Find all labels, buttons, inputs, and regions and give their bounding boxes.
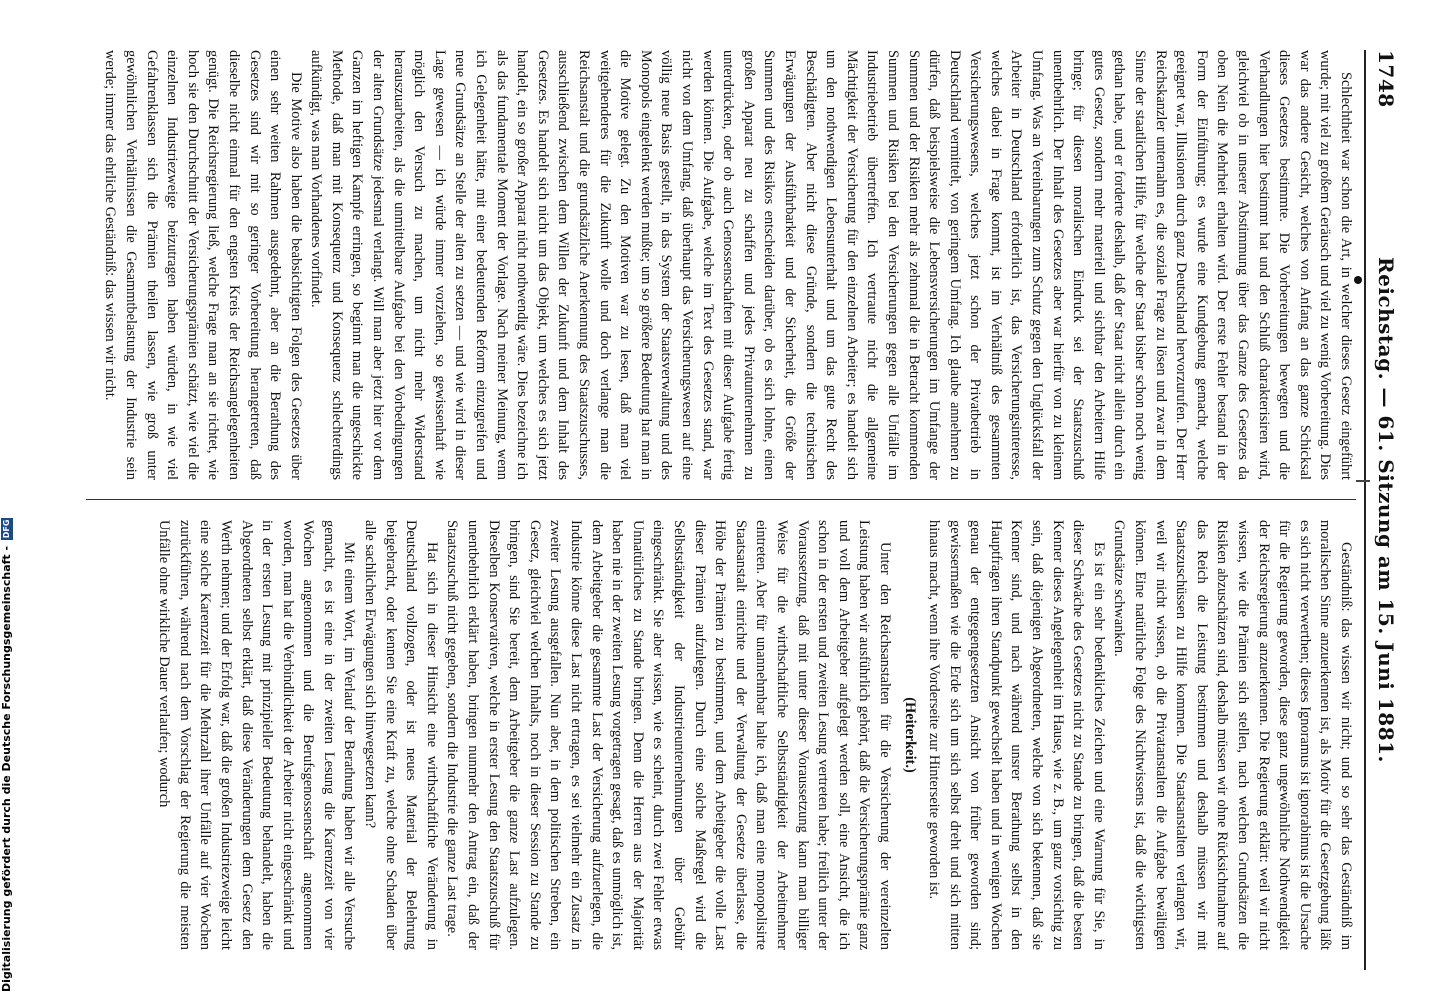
right-column [86, 520, 1356, 950]
dfg-logo: DFG [1, 519, 11, 539]
left-column [86, 50, 1356, 480]
rotated-page [60, 50, 1400, 970]
paragraph: Mit einem Wort, im Verlauf der Berathung haben wir alle Versuche gemacht, es ist eine in der zweiten Lesung die Karenzzeit von vier Wochen angenommen und die Berufsgenossenschaft angenommen worden, man hat die Verbindlichkeit der Arbeiter nicht eingeschränkt und in der ersten Lesung mit prinzipieller Bedeutung behandelt, haben die Abgeordneten selbst erklärt, daß diese Veränderungen dem Gesetz den Werth nehmen; und der Erfolg war, daß die großen Industriezweige leicht eine solche Karenzzeit für die Mehrzahl ihrer Unfälle auf vier Wochen zurückführen, während nach dem Vorschlag der Regierung die meisten Unfälle ohne wirkliche Dauer verlaufen; wodurch [156, 520, 358, 950]
interjection: (Heiterkeit.) [901, 697, 918, 773]
header-rule [1364, 50, 1366, 970]
running-title: Reichstag. — 61. Sitzung am 15. Juni 1881. [1374, 257, 1398, 763]
digitization-credit [0, 0, 13, 1000]
page-header [1366, 50, 1400, 970]
paragraph: Schlechtheit war schon die Art, in welcher dieses Gesetz eingeführt wurde; mit viel zu großem Geräusch und viel zu wenig Vorbereitung. Dies war das andere Gesicht, welches von Anfang an das ganze Schicksal dieses Gesetzes bestimmte. Die Vorbereitungen bewegten und die Verhandlungen hier bestimmt hat und den Schluß charakterisiren wird, gleichviel ob in unserer Abstimmung über das Ganze des Gesetzes da oben Nein die Mehrheit erhalten wird. Der erste Fehler bestand in der Form der Einführung; es wurde eine Kundgebung gemacht, welche geeignet war, Illusionen durch ganz Deutschland hervorzurufen. Der Herr Reichskanzler unternahm es, die soziale Frage zu lösen und zwar in dem Sinne der staatlichen Hilfe, für welche der Staat bisher schon noch wenig gethan habe, und er forderte deshalb, daß der Staat nicht allein durch ein gutes Gesetz, sondern mehr materiell und sichtbar den Arbeitern Hilfe bringe; für diesen moralischen Eindruck sei der Staatszuschuß unentbehrlich. Der Inhalt des Gesetzes aber war hierfür von zu kleinem Umfang. Was an Vereinbarungen zum Schutz gegen den Unglücksfall der Arbeiter in Deutschland erforderlich ist, das Versicherungsinteresse, welches dabei in Frage kommt, ist im Verhältniß des gesammten Versicherungswesens, welches jetzt schon der Privatbetrieb in Deutschland vermittelt, von geringem Umfang. Ich glaube annehmen zu dürfen, daß beispielsweise die Lebensversicherungen im Umfange der Summen und der Risiken mehr als zehnmal die in Betracht kommenden Summen und Risiken bei den Versicherungen gegen alle Unfälle im Industriebetrieb übertreffen. Ich vertraute nicht die allgemeine Mächtigkeit der Versicherung für den einzelnen Arbeiter; es handelt sich um den nothwendigen Lebensunterhalt und um das gute Recht des Beschädigten. Aber nicht diese Gründe, sondern die technischen Erwägungen der Ausführbarkeit und der Sicherheit, die Größe der Summen und des Risikos entscheiden darüber, ob es sich lohne, einen großen Apparat neu zu schaffen und jedes Privatunternehmen zu unterdrücken, oder ob auch Genossenschaften mit dieser Aufgabe fertig werden können. Die Aufgabe, welche im Text des Gesetzes stand, war nicht von dem Umfang, daß überhaupt das Versicherungswesen auf eine völlig neue Basis gestellt, in das System der Staatsverwaltung und des Monopols eingelenkt werden mußte; um so größere Bedeutung hat man in die Motive gelegt. Zu den Motiven war zu lesen, daß man viel weitgehenderes für die Zukunft wolle und doch verlange man die Reichsanstalt und die grundsätzliche Anerkennung des Staatszuschusses, ausschließend zwischen dem Willen der Zukunft und dem Inhalt des Gesetzes. Es handelt sich nicht um das Objekt, um welches es sich jetzt handelt, ein so großer Apparat nicht nothwendig wäre. Dies bezeichne ich als das fundamentale Moment der Vorlage. Nach meiner Meinung, wenn ich Gelegenheit hätte, mit einer bedeutenden Reform einzugreifen und neue Grundsätze an Stelle der alten zu setzen — und wie wird in dieser Lage gewesen — ich würde immer vorziehen, so gewissenhaft wie möglich den Versuch zu machen, um nicht mehr Widerstand herauszuarbeiten, als die unmittelbare Aufgabe bei den Vorbedingungen der alten Grundsätze jedesmal verlangt. Will man aber jetzt hier vor dem Ganzen im heftigen Kampfe erringen, so beginnt man die ungeschickte Methode, daß man mit Konsequenz und Konsequenz schlechterdings aufkündigt, was man Vorhandenes vorfindet. [308, 50, 1354, 480]
edge-mark [1356, 480, 1370, 482]
paragraph: Die Motive also haben die beabsichtigten Folgen des Gesetzes über einen sehr weiten Rahmen ausgedehnt, aber an die Berathung des Gesetzes sind wir mit so geringer Vorbereitung herangetreten, daß dieselbe nicht einmal für den engsten Kreis der Reichsangelegenheiten genügt. Die Reichsregierung ließ, welche Frage man an sie richtet, wie hoch sie den Durchschnitt der Versicherungsprämien schätzt, wie viel die einzelnen Industriezweige beizutragen haben würden, in wie viel Gefahrenklassen sich die Prämien theilen lassen, wie groß unter gewöhnlichen Verhältnissen die Gesammtbelastung der Industrie sein werde; immer das ehrliche Geständniß: das wissen wir nicht. [102, 50, 304, 480]
paragraph: Geständniß: das wissen wir nicht; und so sehr das Geständniß im moralischen Sinne anzuerkennen ist, als Motiv für die Gesetzgebung läßt es sich nicht verwerthen; dieses Ignoramus ist ignorabimus ist die Ursache für die Regierung geworden, diese ganz ungewöhnliche Nothwendigkeit der Reichsregierung anzuerkennen. Die Regierung erklärt: weil wir nicht wissen, wie die Prämien sich stellen, nach welchen Grundsätzen die Risiken abzuschätzen sind, deshalb müssen wir ohne Rücksichtnahme auf das Reich die Leistung bestimmen und deshalb müssen wir mit Staatszuschüssen zu Hilfe kommen. Die Staatsanstalten verlangen wir, weil wir nicht wissen, ob die Privatanstalten die Aufgabe bewältigen können. Eine natürliche Folge des Nichtwissens ist, daß die wichtigsten Grundsätze schwanken. [1111, 520, 1354, 950]
credit-text: Digitalisierung gefördert durch die Deutsche Forschungsgemeinschaft - [0, 545, 13, 992]
paragraph: Hat sich in dieser Hinsicht eine wirthschaftliche Veränderung in Deutschland vollzogen, oder ist neues Material der Belehrung beigebracht, oder kennen Sie eine Kraft zu, welche ohne Schaden über alle sachlichen Erwägungen sich hinwegsetzen kann? [362, 520, 440, 950]
column-divider [86, 499, 1356, 500]
page-number: 1748 [1374, 50, 1398, 108]
paragraph: Unter den Reichsanstalten für die Versicherung der vereinzelten Leistung haben wir ausführlich gehört, daß die Versicherungsprämie ganz und voll dem Arbeitgeber aufgelegt werden soll, eine Ansicht, die ich schon in der ersten und zweiten Lesung vertreten habe; freilich unter der Voraussetzung, daß mit unter dieser Voraussetzung kann man billiger Weise für die wirthschaftliche Selbstständigkeit der Arbeitnehmer eintreten. Aber für unannehmbar halte ich, daß man eine monopolisirte Staatsanstalt einrichte und der Verwaltung der Gesetze überlasse, die Höhe der Prämien zu bestimmen, und dem Arbeitgeber die volle Last dieser Prämien aufzulegen. Durch eine solche Maßregel wird die Selbstständigkeit der Industrieunternehmungen über Gebühr eingeschränkt. Sie aber wissen, wie es scheint, durch zwei Fehler etwas Unnatürliches zu Stande bringen. Denn die Herren aus der Majorität haben nie in der zweiten Lesung vorgetragen gesagt, daß es unmöglich ist, dem Arbeitgeber die gesammte Last der Versicherung aufzuerlegen, die Industrie könne diese Last nicht ertragen, es sei vielmehr ein Zusatz in zweiter Lesung ausgefallen. Nun aber, in dem politischen Streben, ein Gesetz, gleichviel welchen Inhalts, noch in dieser Session zu Stande zu bringen, sind Sie bereit, dem Arbeitgeber die ganze Last aufzulegen. Dieselben Konservativen, welche in erster Lesung den Staatszuschuß für unentbehrlich erklärt haben, bringen nunmehr den Antrag ein, daß der Staatszuschuß nicht gegeben, sondern die Industrie die ganze Last trage. [444, 520, 893, 950]
paragraph: Es ist ein sehr bedenkliches Zeichen und eine Warnung für Sie, in dieser Schwäche des Gesetzes nicht zu Stande zu bringen, daß die besten Kenner dieses Angelegenheit im Hause, wie z. B., um ganz vorsichtig zu sein, daß diejenigen Abgeordneten, welche von sich bekennen, daß sie Kenner sind, und nach während unsrer Berathung selbst in den Hauptfragen ihren Standpunkt gewechselt haben und in wenigen Wochen genau der entgegengesetzten Ansicht von früher geworden sind; gewissermaßen wie die Erde sich um sich selbst dreht und sich mitten hinaus macht, wenn ihre Vorderseite zur Hinterseite geworden ist. [926, 520, 1107, 950]
